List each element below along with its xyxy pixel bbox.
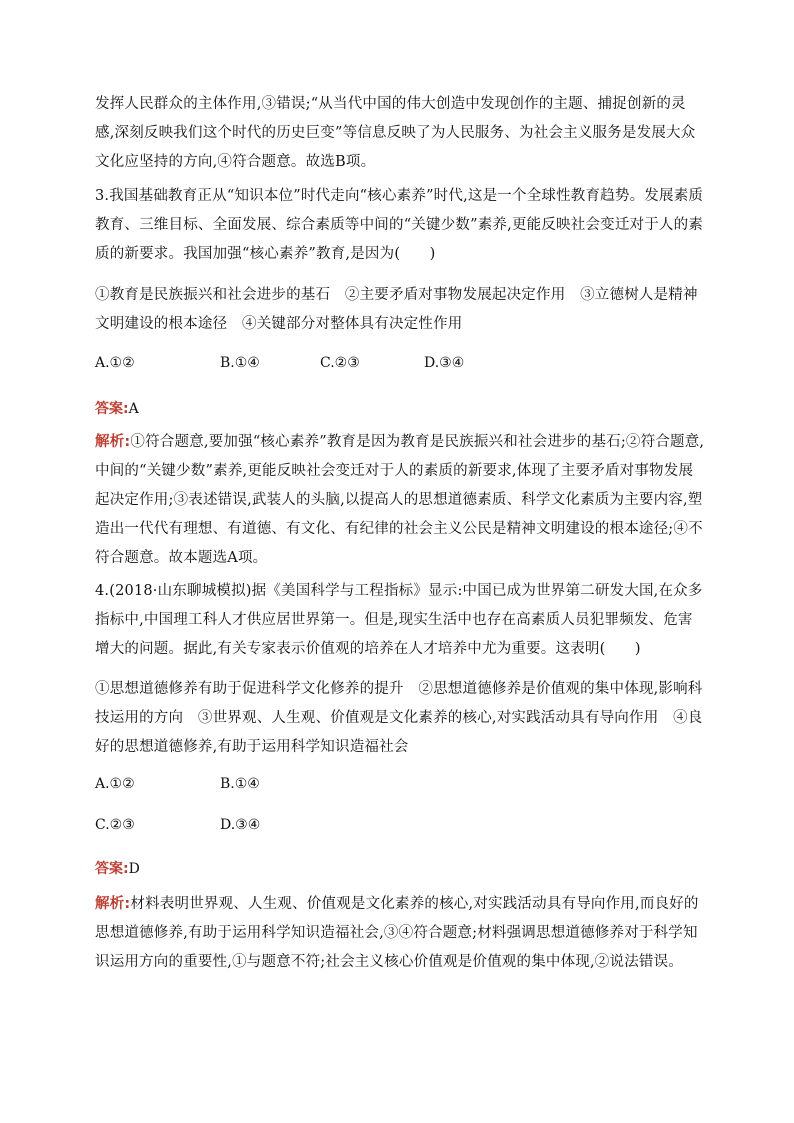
analysis-text: ①符合题意,要加强“核心素养”教育是因为教育是民族振兴和社会进步的基石;②符合题意,中间的“关键少数”素养,更能反映社会变迁对于人的素质的新要求,体现了主要矛盾对事物发展起决定作用;③表述错误,武装人的头脑,以提高人的思想道德素质、科学文化素质为主要内容,塑造出一代代有理想、有道德、有文化、有纪律的社会主义公民是精神文明建设的根本途径;④不符合题意。故本题选A项。: [95, 434, 705, 566]
question-4-analysis: [95, 890, 705, 977]
question-4-statements: ①思想道德修养有助于促进科学文化修养的提升 ②思想道德修养是价值观的集中体现,影响科技运用的方向 ③世界观、人生观、价值观是文化素养的核心,对实践活动具有导向作用 ④良好的思想道德修养,有助于运用科学知识造福社会: [95, 681, 703, 755]
intro-paragraph: 发挥人民群众的主体作用,③错误;“从当代中国的伟大创造中发现创作的主题、捕捉创新的灵感,深刻反映我们这个时代的历史巨变”等信息反映了为人民服务、为社会主义服务是发展大众文化应坚持的方向,④符合题意。故选B项。: [95, 96, 696, 170]
question-3-option-c: C.②③: [320, 355, 360, 371]
analysis-label: 解析:: [95, 434, 131, 450]
question-3-answer: [95, 398, 139, 418]
answer-value: A: [128, 401, 139, 417]
question-3-option-d: D.③④: [424, 355, 465, 371]
question-3-stem: 3.我国基础教育正从“知识本位”时代走向“核心素养”时代,这是一个全球性教育趋势。发展素质教育、三维目标、全面发展、综合素质等中间的“关键少数”素养,更能反映社会变迁对于人的素质的新要求。我国加强“核心素养”教育,是因为( ): [95, 188, 704, 262]
question-3-option-a: A.①②: [95, 355, 135, 371]
question-3-analysis: [95, 428, 705, 573]
question-4-option-a: A.①②: [95, 776, 135, 792]
analysis-label: 解析:: [95, 896, 131, 912]
answer-label: 答案:: [95, 401, 129, 417]
question-4-option-c: C.②③: [95, 817, 135, 833]
analysis-text: 材料表明世界观、人生观、价值观是文化素养的核心,对实践活动具有导向作用,而良好的思想道德修养,有助于运用科学知识造福社会,③④符合题意;材料强调思想道德修养对于科学知识运用方向的重要性,①与题意不符;社会主义核心价值观是价值观的集中体现,②说法错误。: [95, 896, 699, 970]
question-4-option-b: B.①④: [220, 776, 260, 792]
question-3-option-b: B.①④: [220, 355, 260, 371]
answer-value: D: [128, 861, 140, 877]
question-3-statements: ①教育是民族振兴和社会进步的基石 ②主要矛盾对事物发展起决定作用 ③立德树人是精神文明建设的根本途径 ④关键部分对整体具有决定性作用: [95, 287, 698, 332]
answer-label: 答案:: [95, 861, 129, 877]
question-4-option-d: D.③④: [220, 817, 261, 833]
question-4-stem: 4.(2018·山东聊城模拟)据《美国科学与工程指标》显示:中国已成为世界第二研发大国,在众多指标中,中国理工科人才供应居世界第一。但是,现实生活中也存在高素质人员犯罪频发、危害增大的问题。据此,有关专家表示价值观的培养在人才培养中尤为重要。这表明( ): [95, 583, 703, 657]
question-4-answer: [95, 858, 140, 878]
